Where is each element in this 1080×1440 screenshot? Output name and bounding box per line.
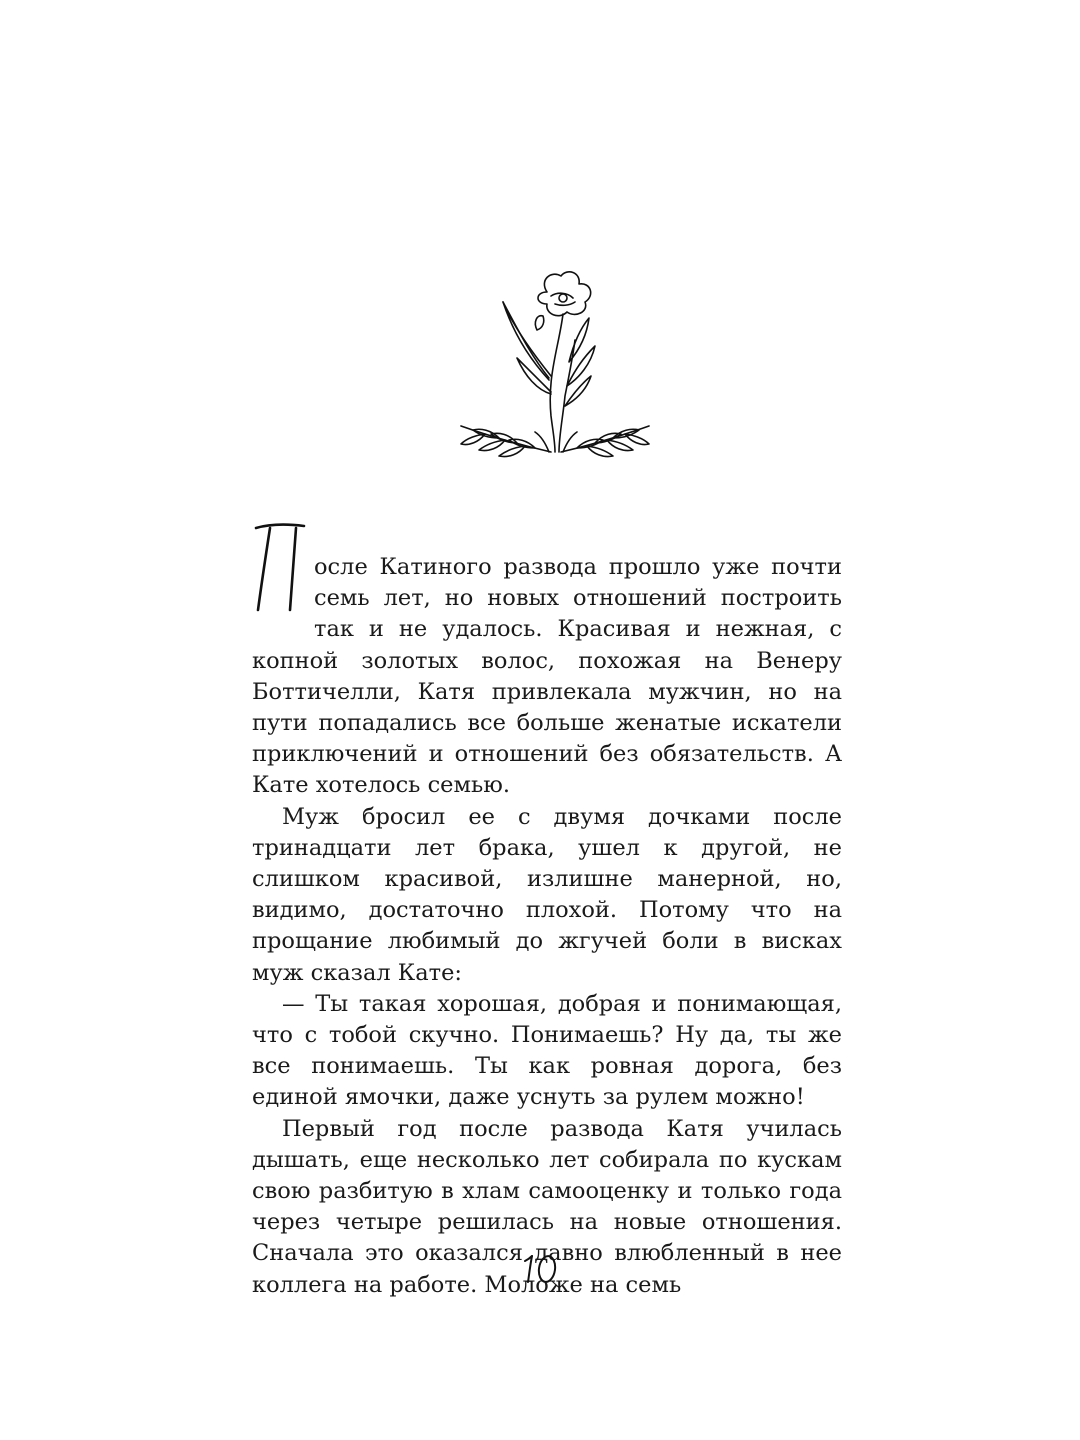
paragraph-4: Первый год после развода Катя училась дышать, еще несколько лет собирала по кускам свою разбитую в хлам самооценку и только года через четыре решилась на новые отношения. Сначала это оказался давно влюбленный в нее коллега на работе. Моложе на семь — [252, 1115, 842, 1298]
flower-ornament-icon — [455, 266, 655, 462]
chapter-text — [252, 552, 842, 1301]
page-number — [0, 1250, 1080, 1290]
paragraph-3: — Ты такая хорошая, добрая и понимающая, что с тобой скучно. Понимаешь? Ну да, ты же все понимаешь. Ты как ровная дорога, без единой ямочки, даже уснуть за рулем можно! — [252, 990, 842, 1111]
dropcap-letter — [252, 554, 302, 616]
paragraph-2: Муж бросил ее с двумя дочками после тринадцати лет брака, ушел к другой, не слишком красивой, излишне манерной, но, видимо, достаточно плохой. Потому что на прощание любимый до жгучей боли в висках муж сказал Кате: — [252, 803, 842, 986]
paragraph-1: осле Катиного развода прошло уже почти семь лет, но новых отношений построить так и не удалось. Красивая и нежная, с копной золотых волос, похожая на Венеру Боттичелли, Катя привлекала мужчин, но на пути попадались все больше женатые искатели приключений и отношений без обязательств. А Кате хотелось семью. — [252, 552, 842, 802]
